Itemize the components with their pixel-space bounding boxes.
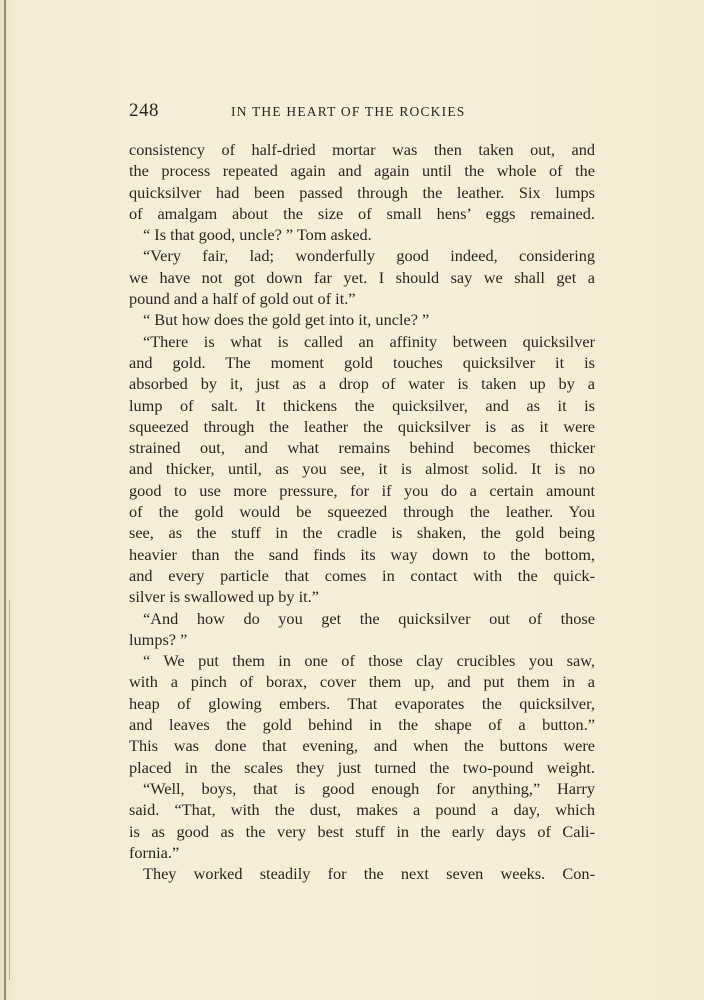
text-line: with a pinch of borax, cover them up, and put them in a [129, 672, 595, 692]
text-line: “There is what is called an affinity between quicksilver [143, 331, 595, 351]
body-text [129, 139, 595, 884]
text-line: the process repeated again and again until the whole of the [129, 161, 595, 181]
text-line: “ But how does the gold get into it, uncle? ” [143, 310, 430, 330]
text-line: squeezed through the leather the quicksilver is as it were [129, 416, 595, 436]
text-line: heap of glowing embers. That evaporates the quicksilver, [129, 693, 595, 713]
text-line: absorbed by it, just as a drop of water is taken up by a [129, 374, 595, 394]
text-line: lump of salt. It thickens the quicksilver, and as it is [129, 395, 595, 415]
text-line: This was done that evening, and when the buttons were [129, 736, 595, 756]
text-line: “ We put them in one of those clay crucibles you saw, [143, 651, 595, 671]
binding-edge-inner [9, 600, 10, 980]
text-line: They worked steadily for the next seven weeks. Con- [143, 864, 595, 884]
text-line: and every particle that comes in contact with the quick- [129, 565, 595, 585]
running-head: IN THE HEART OF THE ROCKIES [231, 104, 466, 119]
text-line: “Well, boys, that is good enough for anything,” Harry [143, 778, 595, 798]
text-line: and gold. The moment gold touches quicksilver it is [129, 352, 595, 372]
text-line: pound and a half of gold out of it.” [129, 289, 356, 309]
text-line: “Very fair, lad; wonderfully good indeed, considering [143, 246, 595, 266]
text-line: of amalgam about the size of small hens’ eggs remained. [129, 203, 595, 223]
page-header [129, 100, 594, 122]
page-number: 248 [129, 100, 159, 121]
text-line: of the gold would be squeezed through the leather. You [129, 502, 595, 522]
text-line: silver is swallowed up by it.” [129, 587, 319, 607]
text-line: strained out, and what remains behind becomes thicker [129, 438, 595, 458]
text-line: and thicker, until, as you see, it is almost solid. It is no [129, 459, 595, 479]
text-line: good to use more pressure, for if you do a certain amount [129, 480, 595, 500]
text-line: placed in the scales they just turned the two-pound weight. [129, 757, 595, 777]
text-line: said. “That, with the dust, makes a pound a day, which [129, 800, 595, 820]
text-line: heavier than the sand finds its way down to the bottom, [129, 544, 595, 564]
text-line: see, as the stuff in the cradle is shaken, the gold being [129, 523, 595, 543]
text-line: consistency of half-dried mortar was then taken out, and [129, 140, 595, 159]
text-line: lumps? ” [129, 629, 188, 649]
text-line: “And how do you get the quicksilver out of those [143, 608, 595, 628]
text-line: and leaves the gold behind in the shape of a button.” [129, 715, 595, 735]
text-line: is as good as the very best stuff in the early days of Cali- [129, 821, 595, 841]
text-line: we have not got down far yet. I should say we shall get a [129, 267, 595, 287]
binding-edge [4, 0, 6, 1000]
text-line: quicksilver had been passed through the leather. Six lumps [129, 182, 595, 202]
text-line: fornia.” [129, 842, 180, 862]
text-line: “ Is that good, uncle? ” Tom asked. [143, 225, 372, 245]
